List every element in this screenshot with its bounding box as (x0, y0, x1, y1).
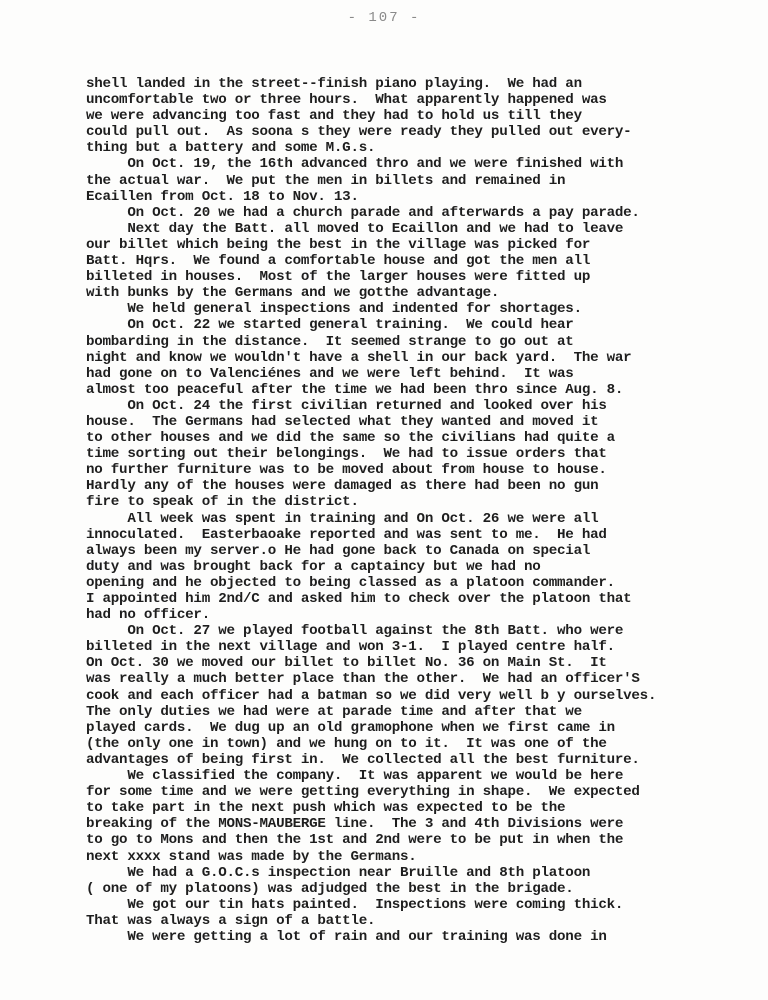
text-line: (the only one in town) and we hung on to it. It was one of the (86, 735, 607, 752)
text-line: we were advancing too fast and they had to hold us till they (86, 108, 582, 125)
text-line: had no officer. (86, 607, 210, 624)
text-line: billeted in the next village and won 3-1. I played centre half. (86, 639, 615, 656)
body-text (86, 76, 736, 945)
text-line: Hardly any of the houses were damaged as there had been no gun (86, 478, 599, 495)
text-line: Batt. Hqrs. We found a comfortable house and got the men all (86, 253, 591, 270)
text-line: house. The Germans had selected what they wanted and moved it (86, 413, 599, 430)
text-line: to go to Mons and then the 1st and 2nd were to be put in when the (86, 832, 624, 849)
text-line: We had a G.O.C.s inspection near Bruille and 8th platoon (86, 864, 591, 881)
text-line: We held general inspections and indented for shortages. (86, 301, 582, 318)
text-line: On Oct. 27 we played football against the 8th Batt. who were (86, 623, 624, 640)
text-line: We classified the company. It was apparent we would be here (86, 768, 624, 785)
text-line: On Oct. 22 we started general training. We could hear (86, 317, 574, 334)
text-line: almost too peaceful after the time we had been thro since Aug. 8. (86, 381, 624, 398)
text-line: billeted in houses. Most of the larger houses were fitted up (86, 269, 591, 286)
text-line: shell landed in the street--finish piano playing. We had an (86, 76, 582, 92)
text-line: bombarding in the distance. It seemed strange to go out at (86, 333, 574, 350)
text-line: had gone on to Valenciénes and we were left behind. It was (86, 365, 574, 382)
text-line: uncomfortable two or three hours. What apparently happened was (86, 92, 607, 109)
text-line: Next day the Batt. all moved to Ecaillon and we had to leave (86, 220, 624, 237)
text-line: played cards. We dug up an old gramophone when we first came in (86, 719, 615, 736)
text-line: fire to speak of in the district. (86, 494, 359, 511)
text-line: next xxxx stand was made by the Germans. (86, 848, 417, 865)
text-line: the actual war. We put the men in billets and remained in (86, 172, 566, 189)
text-line: our billet which being the best in the village was picked for (86, 236, 591, 253)
text-line: cook and each officer had a batman so we did very well b y ourselves. (86, 687, 657, 704)
text-line: On Oct. 20 we had a church parade and afterwards a pay parade. (86, 204, 640, 221)
text-line: On Oct. 24 the first civilian returned and looked over his (86, 397, 607, 414)
text-line: On Oct. 19, the 16th advanced thro and we were finished with (86, 156, 624, 173)
text-line: Ecaillen from Oct. 18 to Nov. 13. (86, 188, 359, 205)
text-line: no further furniture was to be moved about from house to house. (86, 462, 607, 479)
text-line: ( one of my platoons) was adjudged the best in the brigade. (86, 880, 574, 897)
text-line: We were getting a lot of rain and our training was done in (86, 928, 607, 945)
text-line: with bunks by the Germans and we gotthe advantage. (86, 285, 500, 302)
text-line: was really a much better place than the other. We had an officer'S (86, 671, 640, 688)
text-line: always been my server.o He had gone back to Canada on special (86, 542, 591, 559)
text-line: We got our tin hats painted. Inspections were coming thick. (86, 896, 624, 913)
text-line: thing but a battery and some M.G.s. (86, 140, 376, 157)
text-line: I appointed him 2nd/C and asked him to check over the platoon that (86, 591, 632, 607)
text-line: innoculated. Easterbaoake reported and was sent to me. He had (86, 526, 607, 543)
text-line: time sorting out their belongings. We had to issue orders that (86, 446, 607, 463)
text-line: night and know we wouldn't have a shell in our back yard. The war (86, 349, 632, 366)
text-line: could pull out. As soona s they were ready they pulled out every- (86, 124, 632, 141)
text-line: The only duties we had were at parade time and after that we (86, 703, 582, 720)
page-number: - 107 - (347, 10, 421, 26)
text-line: breaking of the MONS-MAUBERGE line. The 3 and 4th Divisions were (86, 816, 624, 833)
text-line: to other houses and we did the same so the civilians had quite a (86, 430, 615, 447)
text-line: for some time and we were getting everything in shape. We expected (86, 784, 640, 801)
text-line: All week was spent in training and On Oct. 26 we were all (86, 510, 599, 527)
text-line: duty and was brought back for a captaincy but we had no (86, 558, 541, 575)
text-line: advantages of being first in. We collected all the best furniture. (86, 751, 640, 768)
text-line: That was always a sign of a battle. (86, 912, 376, 929)
text-line: to take part in the next push which was expected to be the (86, 800, 566, 817)
text-line: On Oct. 30 we moved our billet to billet No. 36 on Main St. It (86, 655, 607, 672)
text-line: opening and he objected to being classed as a platoon commander. (86, 574, 615, 591)
